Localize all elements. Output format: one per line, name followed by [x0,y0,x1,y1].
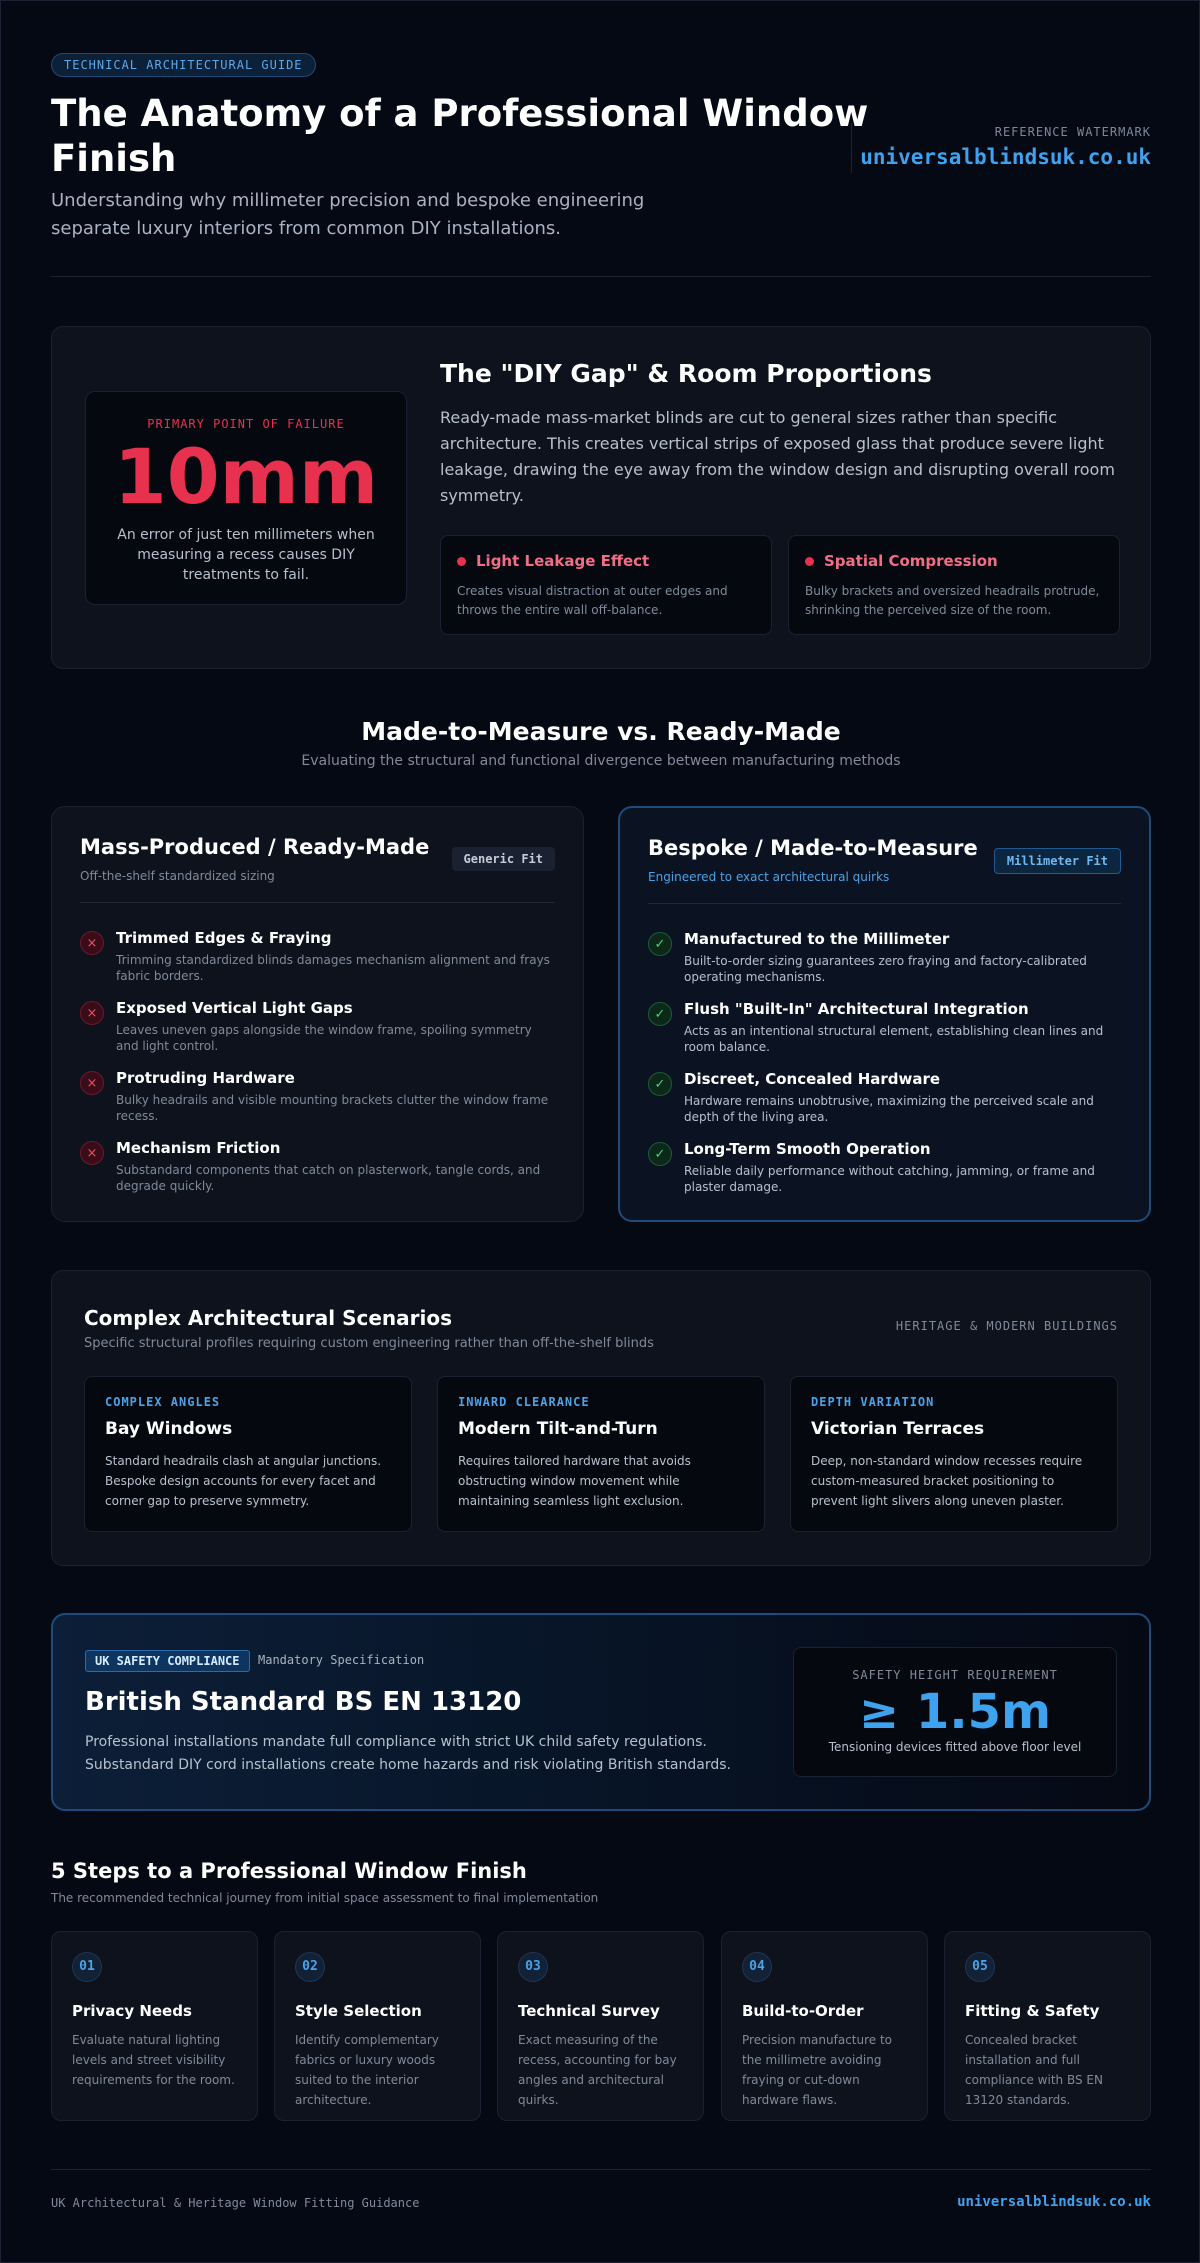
card-title: Modern Tilt-and-Turn [458,1419,658,1439]
item-title: Mechanism Friction [116,1139,281,1157]
failure-label: PRIMARY POINT OF FAILURE [147,417,345,431]
bullet-dot-icon [805,557,814,566]
effect-card [440,535,772,635]
card-desc: Standard headrails clash at angular junctions. Bespoke design accounts for every facet and corner gap to preserve symmetry. [105,1454,382,1508]
step-desc: Concealed bracket installation and full compliance with BS EN 13120 standards. [965,2033,1103,2107]
generic-fit-badge: Generic Fit [452,847,555,871]
divider [648,903,1121,904]
footer-link[interactable]: universalblindsuk.co.uk [957,2194,1151,2210]
cross-icon: × [80,931,104,955]
scenarios-panel [51,1270,1151,1566]
scenario-card [84,1376,412,1532]
card-title: Victorian Terraces [811,1419,985,1439]
safety-badge: UK SAFETY COMPLIANCE [85,1650,250,1672]
comparison-subtitle: Evaluating the structural and functional divergence between manufacturing methods [301,753,901,769]
column-subtitle: Engineered to exact architectural quirks [648,870,890,884]
step-card [944,1931,1151,2121]
watermark-block [851,123,1151,173]
column-title: Mass-Produced / Ready-Made [80,835,430,859]
step-desc: Identify complementary fabrics or luxury woods suited to the interior architecture. [295,2033,439,2107]
list-item [648,1070,1121,1130]
step-card [721,1931,928,2121]
step-number: 03 [518,1952,548,1982]
page-title: The Anatomy of a Professional Window Finish [51,92,869,180]
requirement-value: ≥ 1.5m [859,1684,1051,1740]
item-desc: Trimming standardized blinds damages mechanism alignment and frays fabric borders. [116,953,550,983]
card-desc: Deep, non-standard window recesses require custom-measured bracket positioning to prevent light slivers along uneven plaster. [811,1454,1083,1508]
card-title: Bay Windows [105,1419,233,1439]
check-icon: ✓ [648,1142,672,1166]
step-desc: Exact measuring of the recess, accounting for bay angles and architectural quirks. [518,2033,677,2107]
scenario-card [790,1376,1118,1532]
column-subtitle: Off-the-shelf standardized sizing [80,869,275,883]
steps-subtitle: The recommended technical journey from initial space assessment to final implementation [51,1891,599,1905]
scenarios-title: Complex Architectural Scenarios [84,1306,453,1330]
list-item [80,999,555,1059]
column-title: Bespoke / Made-to-Measure [648,836,978,860]
list-item [80,929,555,989]
comparison-title: Made-to-Measure vs. Ready-Made [361,717,841,746]
step-number: 04 [742,1952,772,1982]
list-item [648,930,1121,990]
divider [80,902,555,903]
header [51,53,1151,277]
millimeter-fit-badge: Millimeter Fit [994,848,1121,874]
page-subtitle: Understanding why millimeter precision and bespoke engineering separate luxury interiors from common DIY installations. [51,190,645,239]
step-number: 02 [295,1952,325,1982]
requirement-desc: Tensioning devices fitted above floor level [828,1740,1082,1754]
item-title: Discreet, Concealed Hardware [684,1070,941,1088]
failure-box [85,391,407,605]
item-desc: Hardware remains unobtrusive, maximizing the perceived scale and depth of the living area. [684,1094,1094,1124]
effect-title: Light Leakage Effect [476,552,650,570]
item-desc: Reliable daily performance without catching, jamming, or frame and plaster damage. [684,1164,1095,1194]
list-item [648,1140,1121,1200]
steps-title: 5 Steps to a Professional Window Finish [51,1859,527,1883]
bullet-dot-icon [457,557,466,566]
item-desc: Built-to-order sizing guarantees zero fraying and factory-calibrated operating mechanisms. [684,954,1087,984]
safety-text: Professional installations mandate full compliance with strict UK child safety regulations. Substandard DIY cord installations create home hazards and risk violating British standards. [85,1734,731,1773]
card-category: DEPTH VARIATION [811,1395,935,1409]
cross-icon: × [80,1001,104,1025]
item-title: Trimmed Edges & Fraying [116,929,332,947]
step-desc: Evaluate natural lighting levels and street visibility requirements for the room. [72,2033,235,2087]
effect-card [788,535,1120,635]
watermark-link[interactable]: universalblindsuk.co.uk [860,145,1151,169]
item-title: Long-Term Smooth Operation [684,1140,931,1158]
diy-gap-title: The "DIY Gap" & Room Proportions [440,359,932,388]
footer-text: UK Architectural & Heritage Window Fitting Guidance [51,2196,420,2210]
safety-panel [51,1613,1151,1811]
check-icon: ✓ [648,1072,672,1096]
step-card [51,1931,258,2121]
effect-title: Spatial Compression [824,552,998,570]
step-title: Build-to-Order [742,2002,864,2020]
item-desc: Leaves uneven gaps alongside the window frame, spoiling symmetry and light control. [116,1023,532,1053]
item-desc: Bulky headrails and visible mounting brackets clutter the window frame recess. [116,1093,549,1123]
item-title: Exposed Vertical Light Gaps [116,999,353,1017]
cross-icon: × [80,1141,104,1165]
safety-title: British Standard BS EN 13120 [85,1687,522,1717]
step-number: 01 [72,1952,102,1982]
ready-made-column [51,806,584,1222]
effect-desc: Creates visual distraction at outer edges and throws the entire wall off-balance. [457,584,728,617]
scenarios-tag: HERITAGE & MODERN BUILDINGS [895,1319,1118,1333]
check-icon: ✓ [648,932,672,956]
step-title: Fitting & Safety [965,2002,1100,2020]
item-title: Manufactured to the Millimeter [684,930,950,948]
scenarios-subtitle: Specific structural profiles requiring custom engineering rather than off-the-shelf blinds [84,1336,654,1351]
diy-gap-text: Ready-made mass-market blinds are cut to general sizes rather than specific architecture. This creates vertical strips of exposed glass that produce severe light leakage, drawing the eye away from the window design and disrupting overall room symmetry. [440,408,1115,505]
card-desc: Requires tailored hardware that avoids obstructing window movement while maintaining seamless light exclusion. [458,1454,691,1508]
item-title: Flush "Built-In" Architectural Integration [684,1000,1029,1018]
item-title: Protruding Hardware [116,1069,295,1087]
item-desc: Substandard components that catch on plasterwork, tangle cords, and degrade quickly. [116,1163,541,1193]
watermark-label: REFERENCE WATERMARK [994,125,1151,139]
card-category: INWARD CLEARANCE [458,1395,590,1409]
step-title: Technical Survey [518,2002,660,2020]
mandatory-label: Mandatory Specification [258,1653,425,1667]
diy-gap-panel [51,326,1151,669]
step-title: Style Selection [295,2002,422,2020]
safety-requirement-box [793,1647,1117,1777]
list-item [80,1069,555,1129]
step-card [497,1931,704,2121]
guide-tag: TECHNICAL ARCHITECTURAL GUIDE [51,53,316,77]
list-item [648,1000,1121,1060]
cross-icon: × [80,1071,104,1095]
step-number: 05 [965,1952,995,1982]
check-icon: ✓ [648,1002,672,1026]
failure-value: 10mm [113,432,379,521]
footer [51,2169,1151,2229]
scenario-card [437,1376,765,1532]
failure-desc: An error of just ten millimeters when measuring a recess causes DIY treatments to fail. [117,527,375,583]
step-title: Privacy Needs [72,2002,192,2020]
list-item [80,1139,555,1199]
requirement-label: SAFETY HEIGHT REQUIREMENT [852,1668,1058,1682]
bespoke-column [618,806,1151,1222]
step-card [274,1931,481,2121]
card-category: COMPLEX ANGLES [105,1395,221,1409]
item-desc: Acts as an intentional structural element, establishing clean lines and room balance. [684,1024,1104,1054]
step-desc: Precision manufacture to the millimetre avoiding fraying or cut-down hardware flaws. [742,2033,893,2107]
effect-desc: Bulky brackets and oversized headrails protrude, shrinking the perceived size of the room. [805,584,1100,617]
